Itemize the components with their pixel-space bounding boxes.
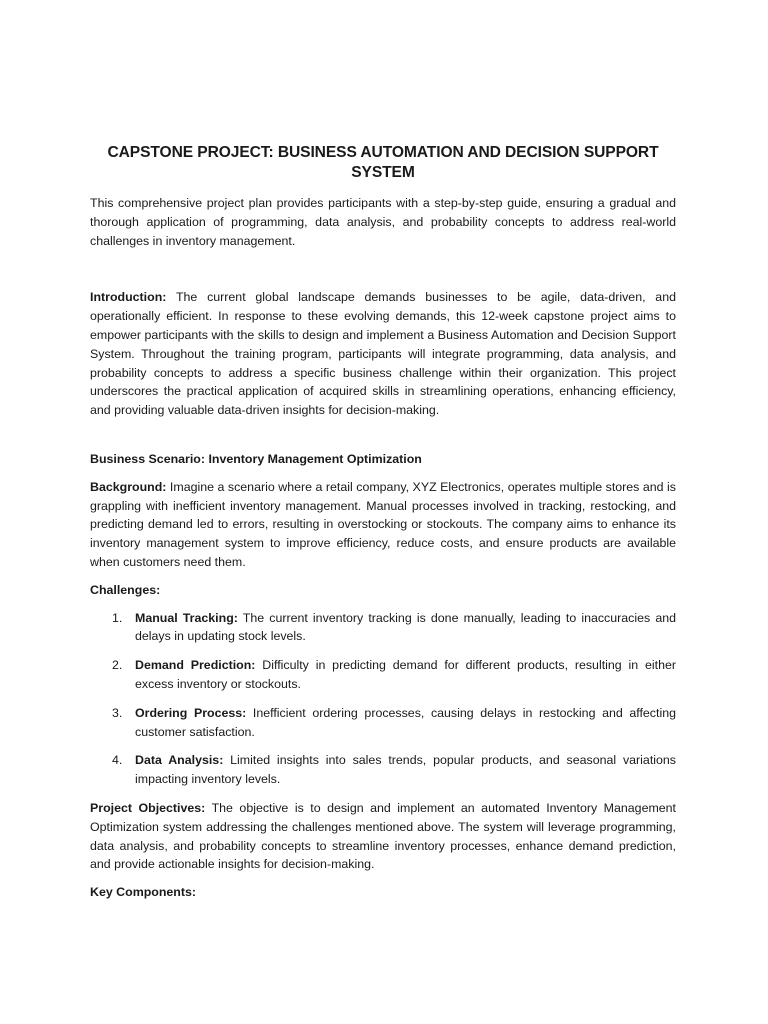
- list-number: 2.: [112, 658, 123, 673]
- challenge-label: Manual Tracking:: [135, 610, 238, 625]
- challenge-label: Data Analysis:: [135, 753, 224, 768]
- intro-paragraph: This comprehensive project plan provides participants with a step-by-step guide, ensuring a gradual and thorough application of programming, data analysis, and probability concepts to address real-world challenges in inventory management.: [90, 196, 676, 248]
- background-text: Imagine a scenario where a retail company, XYZ Electronics, operates multiple stores and is grappling with inefficient inventory management. Manual processes involved in tracking, restocking, and predicting demand led to errors, resulting in overstocking or stockouts. The company aims to enhance its inventory management system to improve efficiency, reduce costs, and ensure products are available when customers need them.: [90, 479, 676, 569]
- key-components-heading: Key Components:: [90, 885, 197, 900]
- challenge-text: The current inventory tracking is done manually, leading to inaccuracies and delays in updating stock levels.: [135, 610, 676, 644]
- document-title: CAPSTONE PROJECT: BUSINESS AUTOMATION AND DECISION SUPPORT SYSTEM: [107, 144, 659, 181]
- introduction-text: The current global landscape demands businesses to be agile, data-driven, and operationally efficient. In response to these evolving demands, this 12-week capstone project aims to empower participants with the skills to design and implement a Business Automation and Decision Support System. Throughout the training program, participants will integrate programming, data analysis, and probability concepts to address a specific business challenge within their organization. This project underscores the practical application of acquired skills in streamlining operations, enhancing efficiency, and providing valuable data-driven insights for decision-making.: [90, 290, 676, 418]
- list-item: [90, 751, 676, 789]
- scenario-heading: Business Scenario: Inventory Management Optimization: [90, 451, 422, 466]
- introduction-label: Introduction:: [90, 290, 167, 305]
- list-item: [90, 609, 676, 647]
- challenge-label: Demand Prediction:: [135, 658, 256, 673]
- list-number: 3.: [112, 705, 123, 720]
- challenge-label: Ordering Process:: [135, 705, 247, 720]
- challenge-text: Inefficient ordering processes, causing delays in restocking and affecting customer satisfaction.: [135, 705, 676, 739]
- introduction-paragraph: [90, 288, 676, 420]
- objectives-text: The objective is to design and implement an automated Inventory Management Optimization system addressing the challenges mentioned above. The system will leverage programming, data analysis, and probability concepts to streamline inventory processes, enhance demand prediction, and provide actionable insights for decision-making.: [90, 800, 677, 872]
- objectives-label: Project Objectives:: [90, 800, 206, 815]
- list-item: [90, 656, 676, 694]
- background-label: Background:: [90, 479, 167, 494]
- document-page: [90, 143, 676, 902]
- challenges-heading: Challenges:: [90, 582, 161, 597]
- challenges-list: [90, 609, 676, 789]
- list-item: [90, 704, 676, 742]
- challenge-text: Difficulty in predicting demand for different products, resulting in either excess inventory or stockouts.: [135, 658, 676, 691]
- objectives-paragraph: [90, 799, 676, 874]
- list-number: 4.: [112, 753, 123, 768]
- challenge-text: Limited insights into sales trends, popular products, and seasonal variations impacting inventory levels.: [135, 753, 676, 787]
- list-number: 1.: [112, 610, 123, 625]
- background-paragraph: [90, 478, 676, 572]
